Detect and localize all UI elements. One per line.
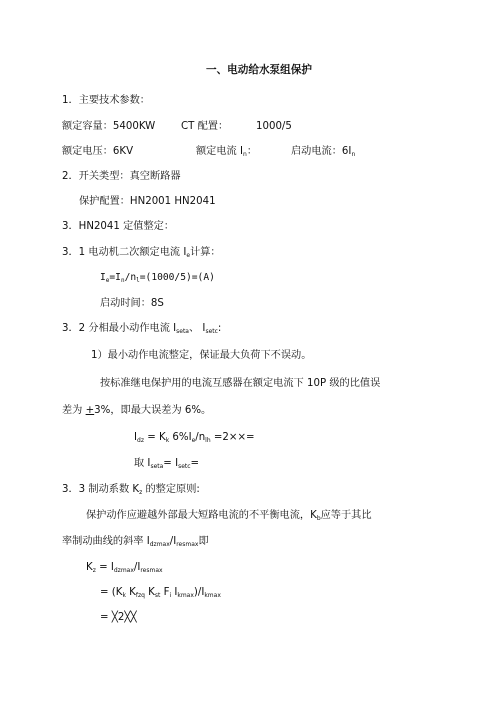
eq-sub: z	[92, 567, 96, 574]
s32-heading-end: :	[217, 323, 222, 334]
setting-equation	[134, 457, 199, 473]
eq-part: =	[190, 458, 200, 469]
kz-equation-2	[100, 586, 221, 602]
p-sub: dzmax	[149, 541, 170, 548]
s31-heading-sub: e	[186, 252, 191, 259]
rated-current-sub: n	[243, 151, 247, 158]
s33-heading-sub: z	[139, 489, 143, 496]
s33-heading-end: 的整定原则:	[142, 484, 200, 495]
s32-heading-sub: setc	[205, 328, 218, 335]
rated-current-label: 额定电流 I	[196, 146, 243, 157]
f-part: /n	[124, 272, 137, 283]
document-title: 一、电动给水泵组保护	[206, 64, 312, 76]
eq-sub: resmax	[140, 567, 163, 574]
p-text: 率制动曲线的斜率 I	[62, 536, 150, 547]
eq-part: = I	[95, 562, 114, 573]
protection-config: 保护配置：HN2001 HN2041	[79, 196, 216, 207]
eq-part: /I	[133, 562, 141, 573]
subsection-3-3-heading	[62, 483, 200, 499]
s31-heading-text: 3．1 电动机二次额定电流 I	[62, 247, 187, 258]
section-3-heading: 3．HN2041 定值整定：	[62, 221, 175, 232]
s32-heading-text: 3．2 分相最小动作电流 I	[62, 323, 177, 334]
eq-part: )/I	[193, 587, 205, 598]
eq-part: F	[160, 587, 170, 598]
rated-current	[196, 145, 257, 161]
item-1-min-current: 1）最小动作电流整定，保证最大负荷下不误动。	[91, 350, 312, 361]
s32-heading-sub: seta	[176, 328, 189, 335]
eq-part: K	[86, 562, 93, 573]
eq-part: K	[125, 587, 136, 598]
plus-minus-sign: +	[85, 405, 95, 416]
rated-voltage: 额定电压：6KV	[62, 146, 134, 157]
eq-part: = I	[163, 458, 179, 469]
kz-paragraph-line-1	[86, 509, 372, 525]
kz-equation-3: = ╳2╳╳	[100, 612, 137, 623]
p-sub: resmax	[176, 541, 199, 548]
ct-config-value: 1000/5	[256, 121, 292, 132]
p-text: 3%，即最大误差为 6%。	[94, 405, 212, 416]
subsection-3-1-heading	[62, 246, 221, 262]
idz-equation	[134, 431, 255, 447]
eq-sub: setc	[178, 463, 191, 470]
eq-sub: seta	[150, 463, 164, 470]
ct-error-paragraph-line-1: 按标准继电保护用的电流互感器在额定电流下 10P 级的比值误	[100, 378, 381, 389]
eq-part: I	[134, 432, 138, 443]
eq-part: =2××=	[210, 432, 255, 443]
rated-capacity: 额定容量：5400KW	[62, 121, 156, 132]
start-current-sub: n	[351, 151, 356, 158]
p-text: 保护动作应避越外部最大短路电流的不平衡电流，K	[86, 510, 317, 521]
p-text: 应等于其比	[320, 510, 372, 521]
eq-sub: lh	[205, 437, 211, 444]
p-sub: b	[316, 515, 321, 522]
eq-part: 取 I	[134, 458, 151, 469]
s31-heading-end: 计算：	[190, 247, 221, 258]
f-sub: e	[105, 277, 110, 284]
eq-part: 6%I	[169, 432, 192, 443]
eq-sub: dz	[137, 437, 144, 444]
ct-error-paragraph-line-2	[62, 404, 211, 417]
p-text: 即	[198, 536, 209, 547]
section-2-heading: 2．开关类型：真空断路器	[62, 171, 181, 182]
start-current-label: 启动电流：6I	[291, 146, 352, 157]
section-1-heading: 1．主要技术参数：	[62, 95, 150, 106]
f-sub: l	[136, 277, 140, 284]
s33-heading-text: 3．3 制动系数 K	[62, 484, 140, 495]
eq-sub: kmax	[177, 592, 194, 599]
p-text: /I	[169, 536, 177, 547]
eq-part: /n	[195, 432, 206, 443]
eq-part: = K	[143, 432, 166, 443]
subsection-3-2-heading	[62, 322, 221, 338]
eq-part: I	[171, 587, 178, 598]
ct-config-label: CT 配置：	[181, 121, 229, 132]
eq-sub: i	[169, 592, 172, 599]
eq-sub: k	[165, 437, 170, 444]
eq-part: K	[144, 587, 155, 598]
eq-sub: st	[154, 592, 161, 599]
start-current	[291, 145, 355, 161]
secondary-current-formula	[100, 271, 215, 287]
eq-sub: dzmax	[113, 567, 134, 574]
eq-sub: kmax	[204, 592, 221, 599]
f-sub: n	[120, 277, 125, 284]
f-part: =I	[109, 272, 121, 283]
f-part: =(1000/5)=(A)	[139, 272, 215, 283]
s32-heading-mid: 、 I	[189, 323, 206, 334]
rated-current-colon: ：	[246, 146, 257, 157]
eq-part: = (K	[100, 587, 123, 598]
f-part: I	[100, 272, 106, 283]
eq-sub: e	[191, 437, 196, 444]
kz-paragraph-line-2	[62, 535, 209, 551]
rated-capacity-line	[62, 120, 155, 133]
eq-sub: k	[122, 592, 126, 599]
kz-equation-1	[86, 561, 163, 577]
eq-sub: fzq	[135, 592, 145, 599]
start-time: 启动时间：8S	[100, 298, 164, 309]
p-text: 差为	[62, 405, 86, 416]
